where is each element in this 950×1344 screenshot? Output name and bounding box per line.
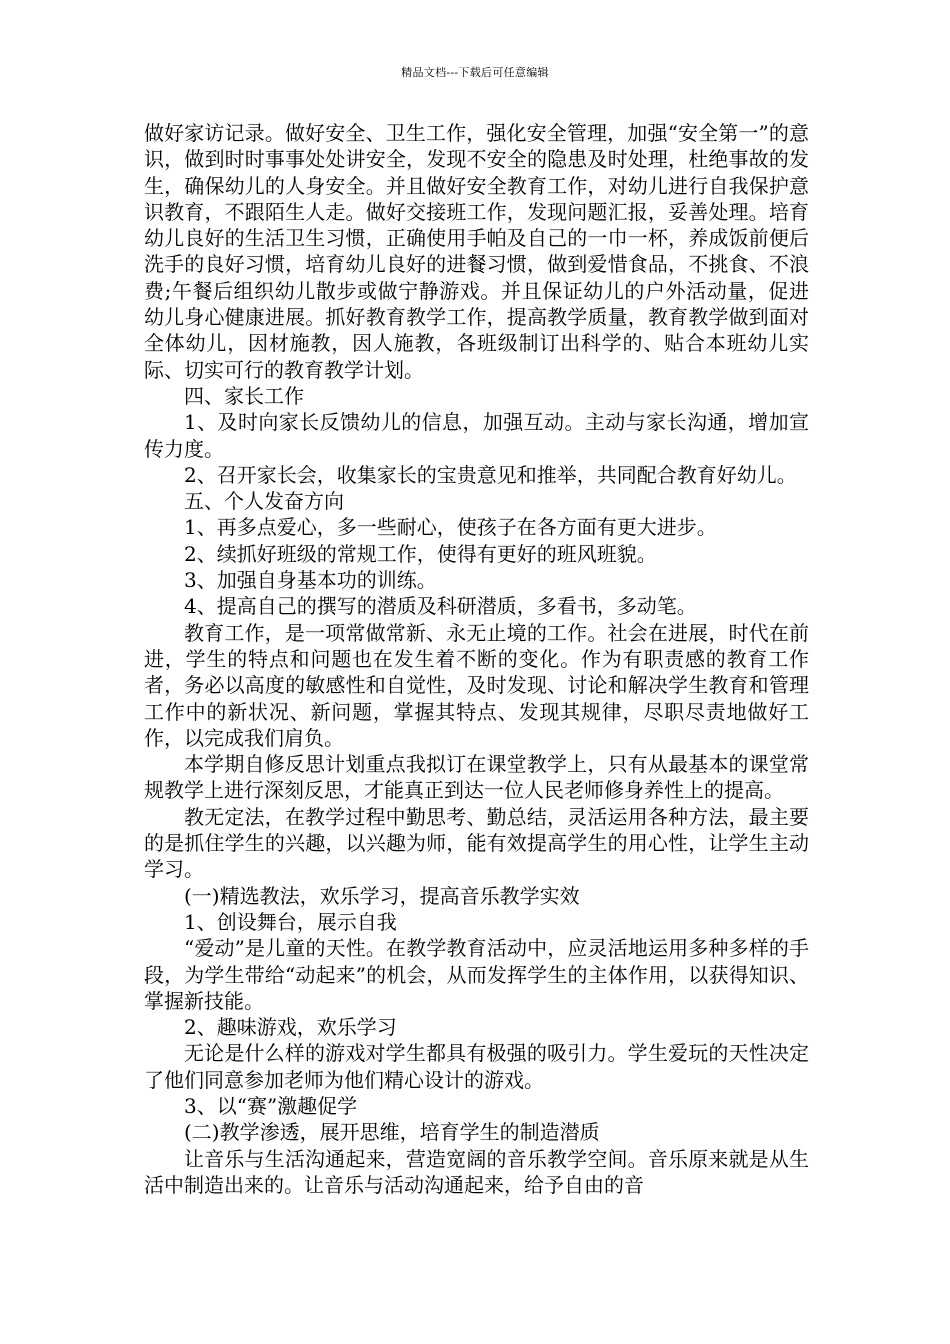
heading-parent-work: 四、家长工作 — [184, 383, 304, 408]
paragraph-teaching-method: 教无定法，在教学过程中勤思考、勤总结，灵活运用各种方法，最主要的是抓住学生的兴趣，以兴趣为师，能有效提高学生的用心性，让学生主动学习。 — [144, 804, 809, 882]
list-item-personal-4: 4、提高自己的撰写的潜质及科研潜质，多看书，多动笔。 — [184, 594, 697, 619]
list-item-parent-2: 2、召开家长会，收集家长的宝贵意见和推举，共同配合教育好幼儿。 — [184, 462, 797, 487]
paragraph-music-life: 让音乐与生活沟通起来，营造宽阔的音乐教学空间。音乐原来就是从生活中制造出来的。让音乐与活动沟通起来，给予自由的音 — [144, 1146, 809, 1197]
paragraph-education-work: 教育工作，是一项常做常新、永无止境的工作。社会在进展，时代在前进，学生的特点和问题也在发生着不断的变化。作为有职责感的教育工作者，务必以高度的敏感性和自觉性，及时发现、讨论和解决学生教育和管理工作中的新状况、新问题，掌握其特点、发现其规律，尽职尽责地做好工作，以完成我们肩负。 — [144, 620, 809, 750]
subheading-games: 2、趣味游戏，欢乐学习 — [184, 1015, 397, 1040]
paragraph-reflection-plan: 本学期自修反思计划重点我拟订在课堂教学上，只有从最基本的课堂常规教学上进行深刻反思，才能真正到达一位人民老师修身养性上的提高。 — [144, 752, 809, 803]
paragraph-games: 无论是什么样的游戏对学生都具有极强的吸引力。学生爱玩的天性决定了他们同意参加老师为他们精心设计的游戏。 — [144, 1041, 809, 1092]
paragraph-safety-and-teaching: 做好家访记录。做好安全、卫生工作，强化安全管理，加强“安全第一”的意识，做到时时事事处处讲安全，发现不安全的隐患及时处理，杜绝事故的发生，确保幼儿的人身安全。并且做好安全教育工作，对幼儿进行自我保护意识教育，不跟陌生人走。做好交接班工作，发现问题汇报，妥善处理。培育幼儿良好的生活卫生习惯，正确使用手帕及自己的一巾一杯，养成饭前便后洗手的良好习惯，培育幼儿良好的进餐习惯，做到爱惜食品，不挑食、不浪费;午餐后组织幼儿散步或做宁静游戏。并且保证幼儿的户外活动量，促进幼儿身心健康进展。抓好教育教学工作，提高教学质量，教育教学做到面对全体幼儿，因材施教，因人施教，各班级制订出科学的、贴合本班幼儿实际、切实可行的教育教学计划。 — [144, 121, 809, 382]
heading-section-two: (二)教学渗透，展开思维，培育学生的制造潜质 — [184, 1120, 600, 1145]
subheading-competition: 3、以“赛”激趣促学 — [184, 1093, 358, 1118]
heading-personal-direction: 五、个人发奋方向 — [184, 489, 344, 514]
document-body — [144, 120, 809, 1198]
list-item-personal-3: 3、加强自身基本功的训练。 — [184, 568, 437, 593]
page-header-note: 精品文档---下载后可任意编辑 — [401, 66, 549, 79]
list-item-personal-1: 1、再多点爱心，多一些耐心，使孩子在各方面有更大进步。 — [184, 515, 717, 540]
list-item-personal-2: 2、续抓好班级的常规工作，使得有更好的班风班貌。 — [184, 541, 657, 566]
heading-section-one: (一)精选教法，欢乐学习，提高音乐教学实效 — [184, 883, 580, 908]
subheading-stage: 1、创设舞台，展示自我 — [184, 909, 397, 934]
paragraph-active-nature: “爱动”是儿童的天性。在教学教育活动中，应灵活地运用多种多样的手段，为学生带给“动起来”的机会，从而发挥学生的主体作用，以获得知识、掌握新技能。 — [144, 936, 809, 1013]
list-item-parent-1: 1、及时向家长反馈幼儿的信息，加强互动。主动与家长沟通，增加宣传力度。 — [144, 410, 809, 461]
